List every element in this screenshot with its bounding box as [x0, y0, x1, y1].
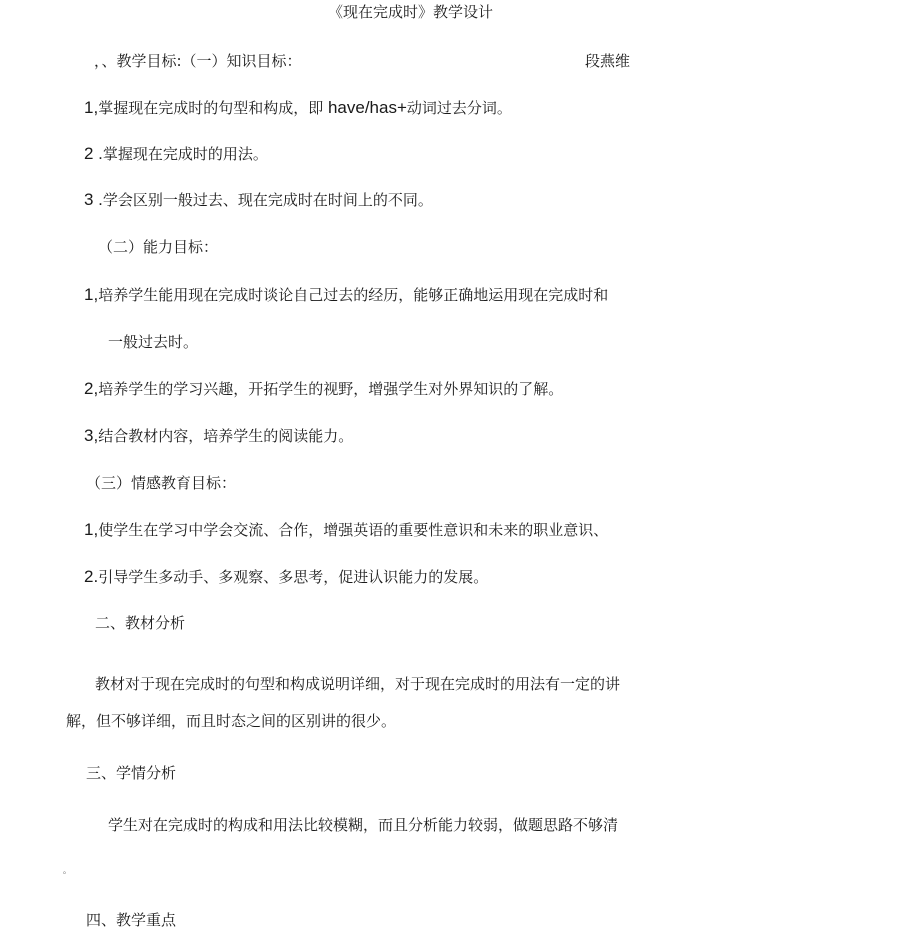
list-text: 掌握现在完成时的句型和构成，即: [98, 99, 328, 117]
section-2-heading: 二、教材分析: [95, 614, 186, 632]
knowledge-item-2: [84, 144, 268, 164]
list-number: 2,: [84, 379, 99, 398]
list-number: 1,: [84, 285, 99, 304]
section-4-heading: 四、教学重点: [86, 911, 177, 929]
ability-item-3: [84, 426, 353, 446]
list-text: 使学生在学习中学会交流、合作，增强英语的重要性意识和未来的职业意识、: [98, 521, 609, 539]
list-number: 1,: [84, 520, 99, 539]
list-text: 培养学生能用现在完成时谈论自己过去的经历，能够正确地运用现在完成时和: [98, 286, 609, 304]
list-number: 3 .: [84, 190, 103, 209]
list-text: 培养学生的学习兴趣，开拓学生的视野，增强学生对外界知识的了解。: [98, 380, 564, 398]
section-3-paragraph-line-1: 学生对在完成时的构成和用法比较模糊，而且分析能力较弱，做题思路不够清: [108, 816, 619, 834]
section-3-heading: 三、学情分析: [86, 764, 177, 782]
ability-item-2: [84, 379, 563, 399]
list-number: 3,: [84, 426, 99, 445]
emotion-item-1: [84, 520, 608, 540]
knowledge-item-1: [84, 98, 512, 118]
ability-item-1: [84, 285, 608, 305]
author-name: 段燕维: [585, 52, 631, 70]
emotion-item-2: [84, 567, 488, 587]
list-text: 结合教材内容，培养学生的阅读能力。: [98, 427, 354, 445]
formula-text: have/has+: [327, 98, 407, 117]
section-2-paragraph-line-1: 教材对于现在完成时的句型和构成说明详细，对于现在完成时的用法有一定的讲: [95, 675, 621, 693]
list-number: 2 .: [84, 144, 103, 163]
ability-item-1-continuation: 一般过去时。: [108, 333, 199, 351]
list-text: 掌握现在完成时的用法。: [102, 145, 268, 163]
document-title: 《现在完成时》教学设计: [328, 3, 494, 21]
knowledge-item-3: [84, 190, 433, 210]
list-text: 引导学生多动手、多观察、多思考，促进认识能力的发展。: [98, 568, 489, 586]
list-number: 1,: [84, 98, 99, 117]
objectives-heading: ，、教学目标:（一）知识目标：: [94, 52, 302, 70]
list-number: 2.: [84, 567, 99, 586]
list-text: 动词过去分词。: [406, 99, 512, 117]
section-3-paragraph-line-2: 。: [63, 866, 71, 875]
ability-heading: （二）能力目标：: [98, 238, 219, 256]
list-text: 学会区别一般过去、现在完成时在时间上的不同。: [102, 191, 433, 209]
emotion-heading: （三）情感教育目标：: [86, 474, 237, 492]
section-2-paragraph-line-2: 解，但不够详细，而且时态之间的区别讲的很少。: [66, 712, 397, 730]
